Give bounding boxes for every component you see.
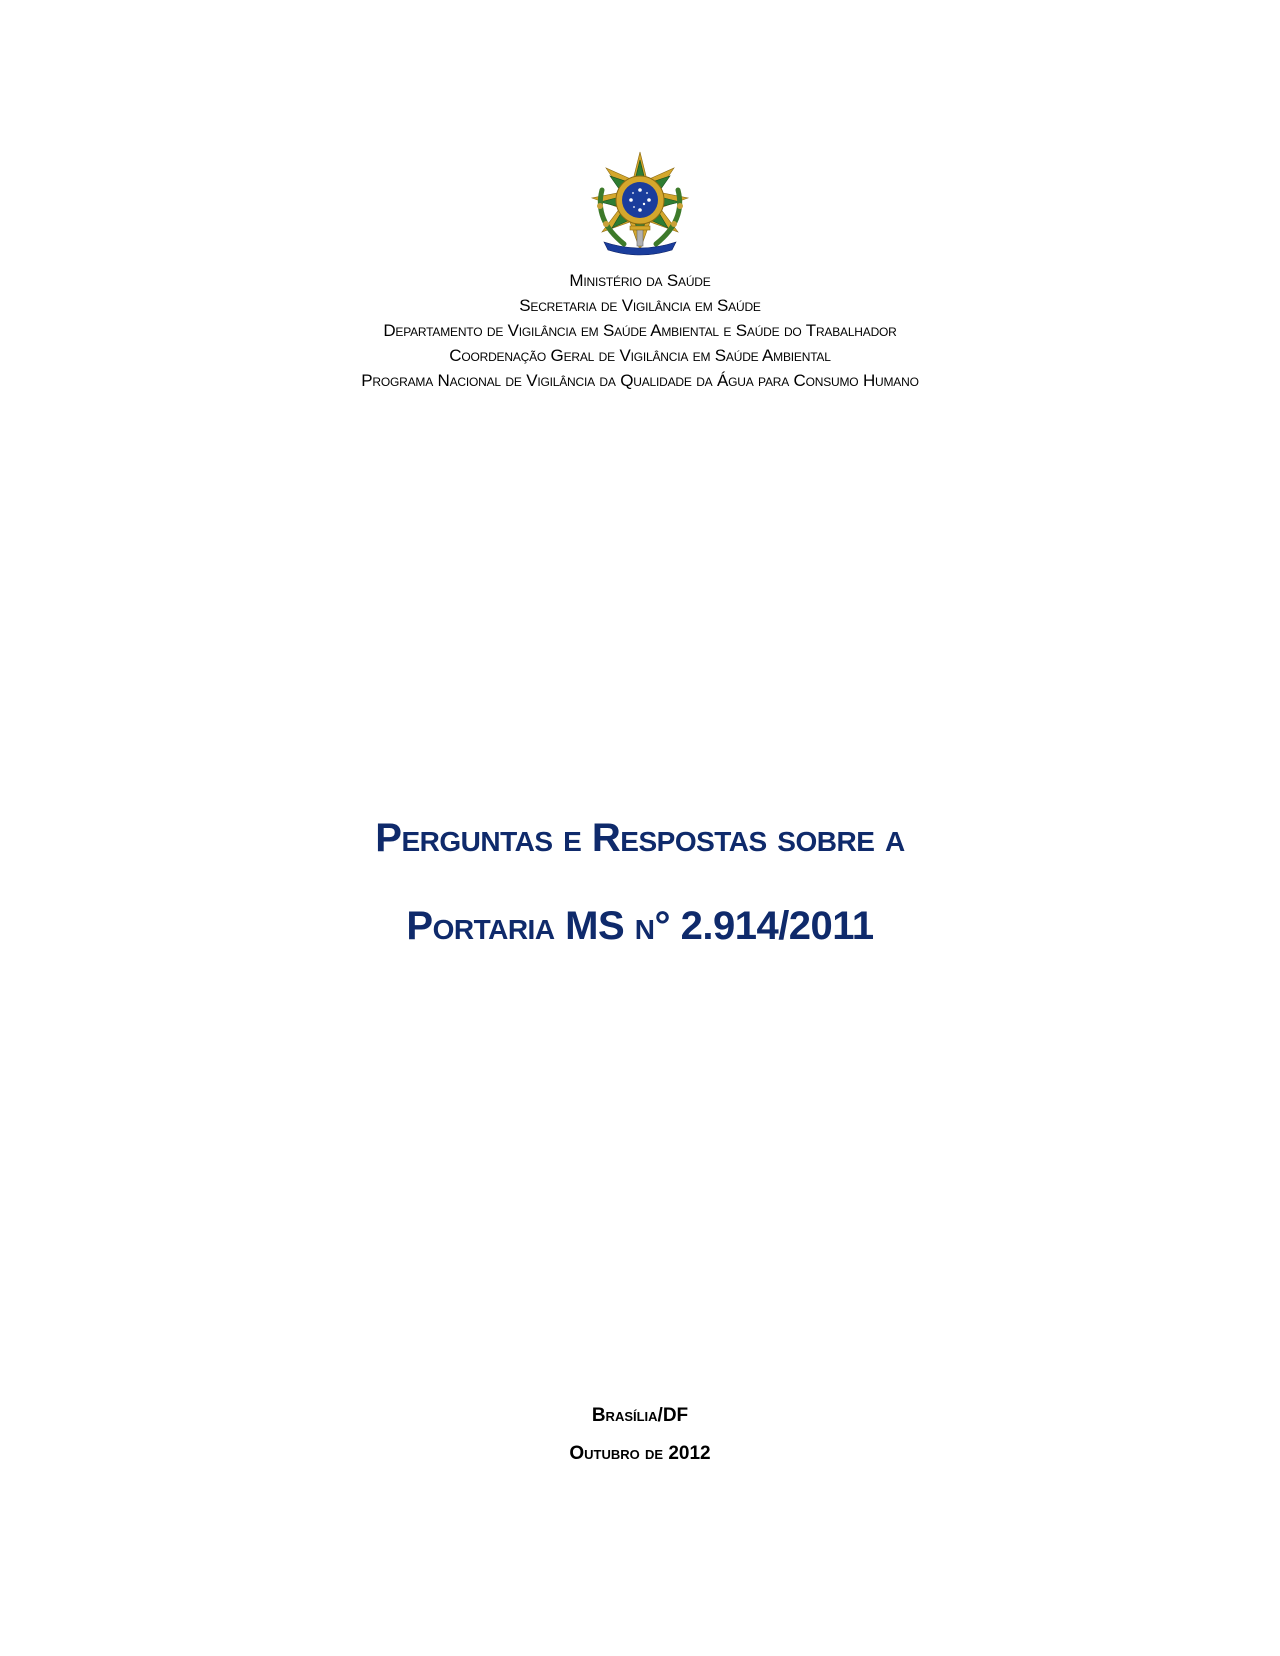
- footer-date: Outubro de 2012: [569, 1443, 711, 1464]
- header-line-program: Programa Nacional de Vigilância da Qualidade da Água para Consumo Humano: [361, 371, 919, 390]
- title-line-2: Portaria MS n° 2.914/2011: [406, 904, 874, 948]
- header-line-department: Departamento de Vigilância em Saúde Ambiental e Saúde do Trabalhador: [383, 321, 897, 340]
- header-line-ministry: Ministério da Saúde: [569, 271, 711, 290]
- title-line-1: Perguntas e Respostas sobre a: [375, 816, 905, 860]
- institution-header: [0, 268, 1280, 393]
- document-footer: [0, 1402, 1280, 1468]
- document-title: [0, 818, 1280, 946]
- footer-location: Brasília/DF: [591, 1405, 689, 1426]
- header-line-coordination: Coordenação Geral de Vigilância em Saúde Ambiental: [449, 346, 831, 365]
- brazil-coat-of-arms-icon: [584, 150, 696, 262]
- header-line-secretariat: Secretaria de Vigilância em Saúde: [519, 296, 761, 315]
